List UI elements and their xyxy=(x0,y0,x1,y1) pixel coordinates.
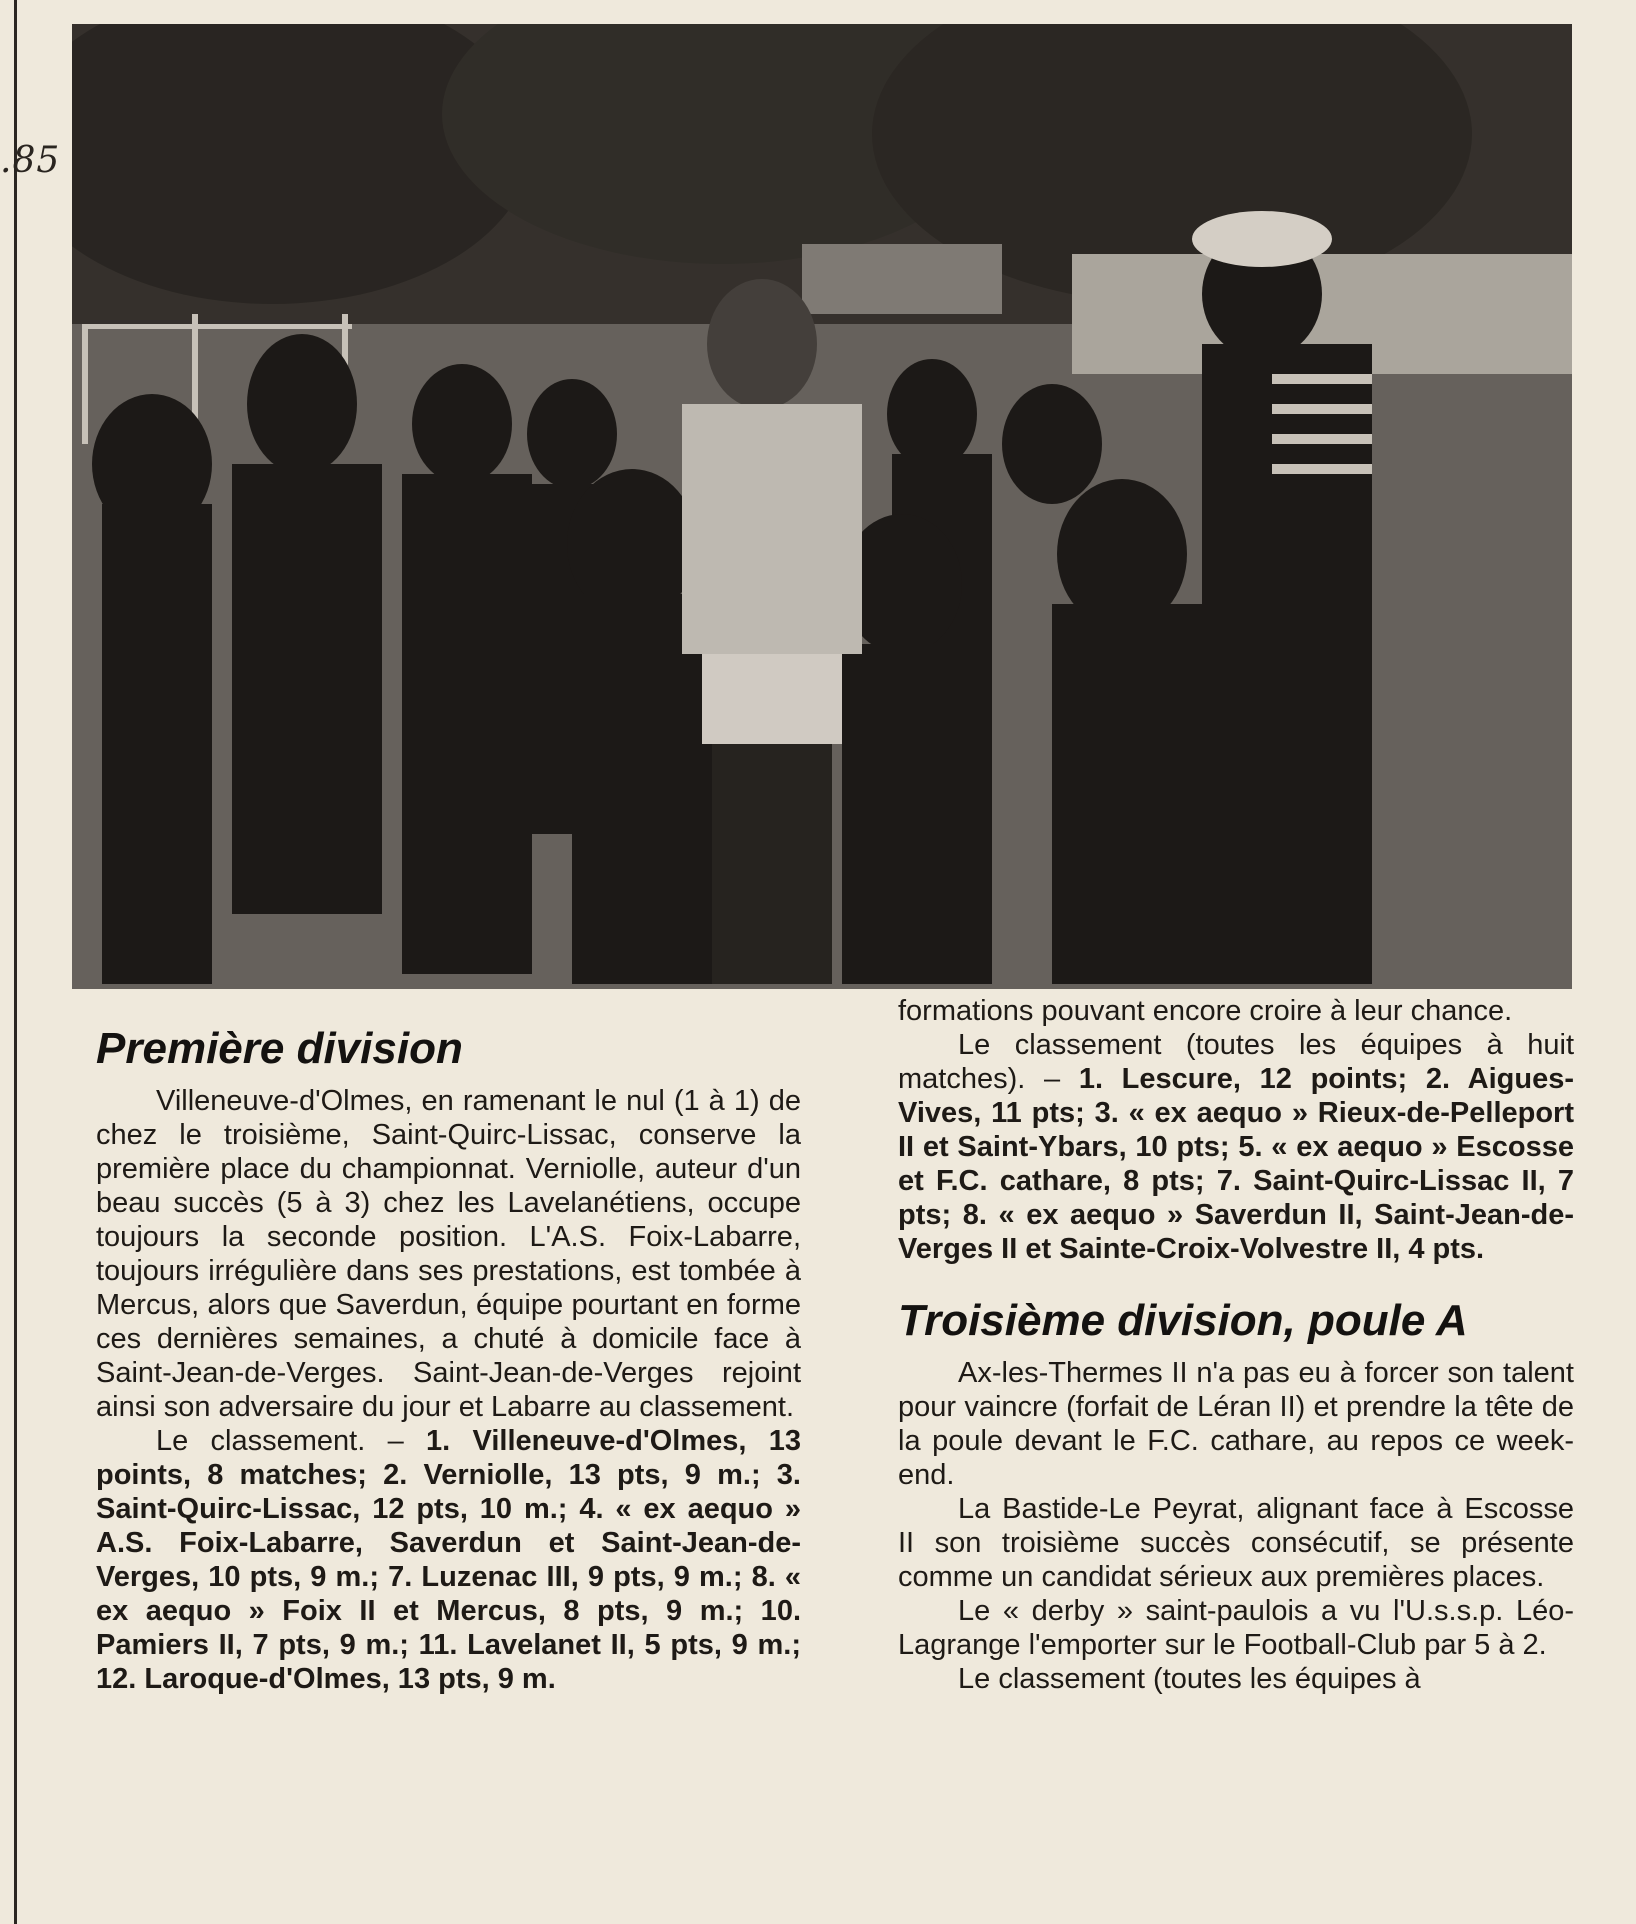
page-left-rule xyxy=(14,0,17,1924)
paragraph-troisieme-standings: Le classement (toutes les équipes à xyxy=(958,1663,1421,1695)
paragraph-derby: Le « derby » saint-paulois a vu l'U.s.s.p. Léo-Lagrange l'emporter sur le Football-Club par 5 à 2. xyxy=(898,1595,1574,1661)
team-photo xyxy=(72,24,1572,989)
paragraph-ax-les-thermes: Ax-les-Thermes II n'a pas eu à forcer son talent pour vaincre (forfait de Léran II) et prendre la tête de la poule devant le F.C. cathare, au repos ce week-end. xyxy=(898,1357,1574,1491)
article-column-right xyxy=(898,994,1574,1696)
paragraph-continuation: formations pouvant encore croire à leur chance. xyxy=(898,995,1513,1027)
paragraph-premiere-summary: Villeneuve-d'Olmes, en ramenant le nul (1 à 1) de chez le troisième, Saint-Quirc-Lissac, conserve la première place du championnat. Verniolle, auteur d'un beau succès (5 à 3) chez les Lavelanétiens, occupe toujours la seconde position. L'A.S. Foix-Labarre, toujours irrégulière dans ses prestations, est tombée à Mercus, alors que Saverdun, équipe pourtant en forme ces dernières semaines, a chuté à domicile face à Saint-Jean-de-Verges. Saint-Jean-de-Verges rejoint ainsi son adversaire du jour et Labarre au classement. xyxy=(96,1085,801,1423)
article-column-left xyxy=(96,1024,801,1696)
standings-list: 1. Lescure, 12 points; 2. Aigues-Vives, 11 pts; 3. « ex aequo » Rieux-de-Pelleport II et Saint-Ybars, 10 pts; 5. « ex aequo » Escosse et F.C. cathare, 8 pts; 7. Saint-Quirc-Lissac II, 7 pts; 8. « ex aequo » Saverdun II, Saint-Jean-de-Verges II et Sainte-Croix-Volvestre II, 4 pts. xyxy=(898,1063,1575,1265)
standings-intro: Le classement. – xyxy=(156,1425,427,1457)
standings-intro: Le classement (toutes les équipes à huit matches). – xyxy=(898,1029,1574,1095)
heading-premiere-division: Première division xyxy=(96,1024,463,1073)
newspaper-clipping xyxy=(60,24,1580,1924)
heading-troisieme-division: Troisième division, poule A xyxy=(898,1296,1468,1345)
standings-list: 1. Villeneuve-d'Olmes, 13 points, 8 matches; 2. Verniolle, 13 pts, 9 m.; 3. Saint-Quirc-Lissac, 12 pts, 10 m.; 4. « ex aequo » A.S. Foix-Labarre, Saverdun et Saint-Jean-de-Verges, 10 pts, 9 m.; 7. Luzenac III, 9 pts, 9 m.; 8. « ex aequo » Foix II et Mercus, 8 pts, 9 m.; 10. Pamiers II, 7 pts, 9 m.; 11. Lavelanet II, 5 pts, 9 m.; 12. Laroque-d'Olmes, 13 pts, 9 m. xyxy=(96,1425,801,1695)
photo-group-icon xyxy=(72,24,1572,989)
paragraph-bastide: La Bastide-Le Peyrat, alignant face à Escosse II son troisième succès consécutif, se présente comme un candidat sérieux aux premières places. xyxy=(898,1493,1574,1593)
paragraph-deuxieme-standings xyxy=(898,1028,1574,1266)
handwritten-margin-note: .85 xyxy=(0,140,61,181)
paragraph-premiere-standings xyxy=(96,1424,801,1696)
